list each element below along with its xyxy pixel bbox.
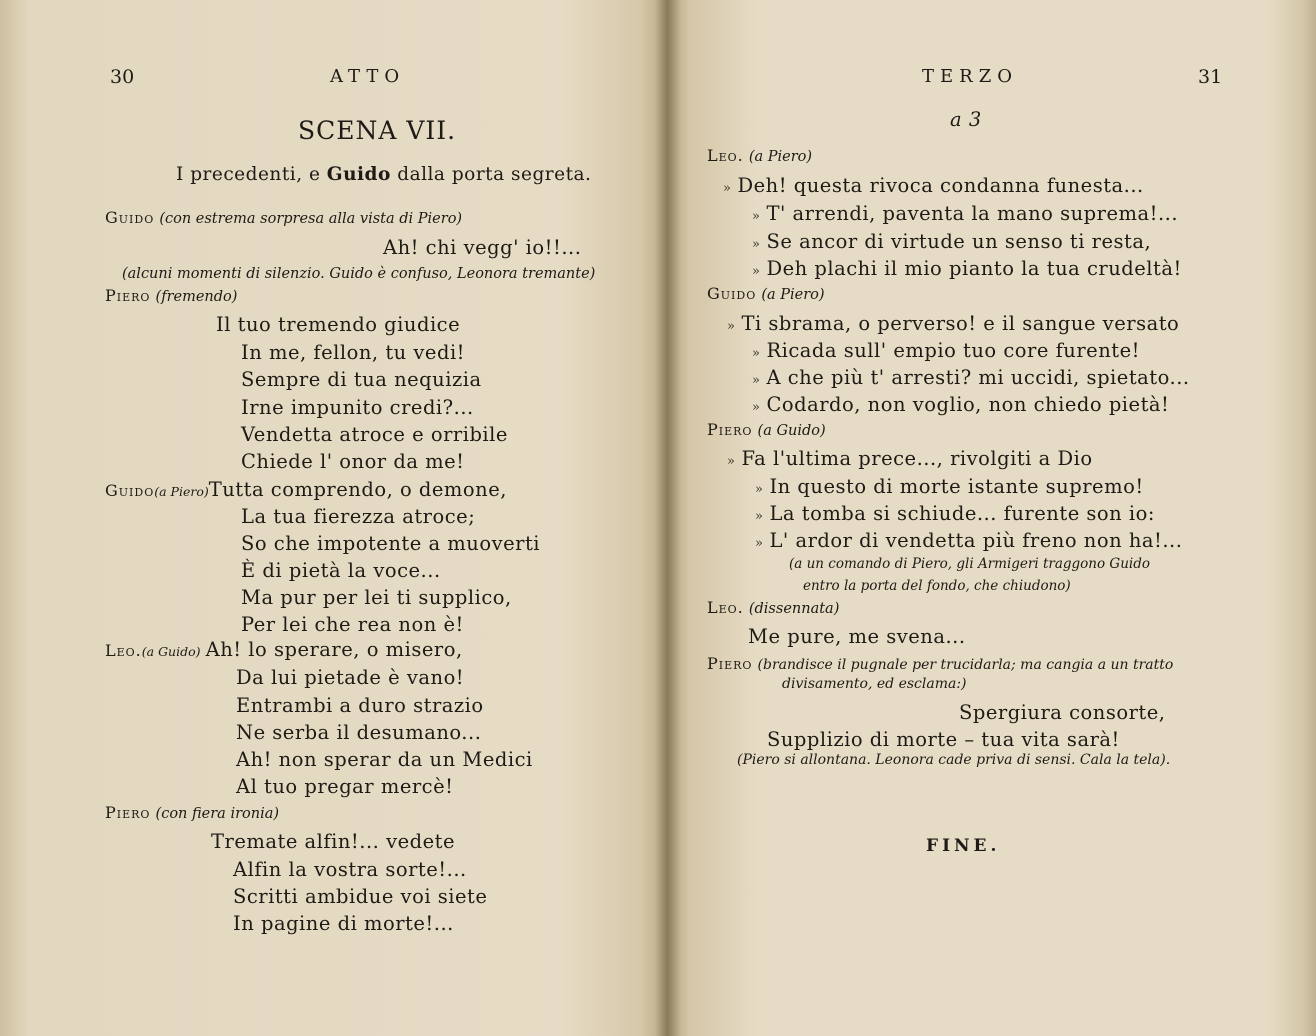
speaker-line [707, 420, 826, 439]
verse-line: Ah! lo sperare, o misero, [205, 638, 463, 661]
verse-line: In pagine di morte!... [233, 912, 454, 935]
stage-direction: entro la porta del fondo, che chiudono) [803, 578, 1071, 594]
stage-direction: (a Piero) [154, 484, 209, 499]
verse-line: » Deh! questa rivoca condanna funesta... [723, 174, 1144, 197]
page-number: 31 [1198, 66, 1223, 88]
verse-line: Tutta comprendo, o demone, [208, 478, 507, 501]
verse-line: La tua fierezza atroce; [241, 505, 476, 528]
verse-line: » Ricada sull' empio tuo core furente! [752, 339, 1140, 362]
scene-intro: I precedenti, e Guido dalla porta segreta. [176, 164, 592, 185]
verse-line: Chiede l' onor da me! [241, 450, 465, 473]
verse-line: Me pure, me svena... [748, 625, 966, 648]
ensemble-marker: a 3 [950, 108, 982, 131]
verse-line: » T' arrendi, paventa la mano suprema!... [752, 202, 1179, 225]
speaker-name: Leo. [707, 598, 744, 617]
verse-line: » Codardo, non voglio, non chiedo pietà! [752, 393, 1170, 416]
verse-line: Al tuo pregar mercè! [236, 775, 454, 798]
running-head: ATTO [330, 66, 406, 87]
right-page [667, 0, 1316, 1036]
verse-line: » A che più t' arresti? mi uccidi, spietato... [752, 366, 1190, 389]
speaker-name: Leo. [707, 146, 744, 165]
verse-line: Spergiura consorte, [959, 701, 1166, 724]
verse-line: Tremate alfin!... vedete [211, 830, 456, 853]
stage-direction: (con fiera ironia) [155, 806, 280, 822]
stage-direction: (Piero si allontana. Leonora cade priva di sensi. Cala la tela). [737, 752, 1171, 768]
verse-line: Alfin la vostra sorte!... [233, 858, 467, 881]
verse-line: Entrambi a duro strazio [236, 694, 484, 717]
book-gutter [655, 0, 681, 1036]
verse-line: Ah! chi vegg' io!!... [383, 236, 582, 259]
verse-line: Ma pur per lei ti supplico, [241, 586, 512, 609]
verse-line: È di pietà la voce... [241, 559, 441, 582]
verse-line: So che impotente a muoverti [241, 532, 541, 555]
verse-line: » Deh plachi il mio pianto la tua crudeltà! [752, 257, 1182, 280]
stage-direction: (a un comando di Piero, gli Armigeri traggono Guido [789, 556, 1150, 572]
verse-line: Il tuo tremendo giudice [216, 313, 461, 336]
speaker-line [105, 208, 462, 227]
verse-line: » La tomba si schiude... furente son io: [755, 502, 1155, 525]
verse-line: Sempre di tua nequizia [241, 368, 482, 391]
verse-line: » Fa l'ultima prece..., rivolgiti a Dio [727, 447, 1093, 470]
intro-name: Guido [326, 164, 391, 185]
verse-line: Ah! non sperar da un Medici [236, 748, 533, 771]
stage-direction: (a Guido) [141, 644, 201, 659]
speaker-line [105, 638, 463, 661]
stage-direction: (a Guido) [757, 423, 826, 439]
stage-direction: (dissennata) [748, 601, 840, 617]
stage-direction: (alcuni momenti di silenzio. Guido è confuso, Leonora tremante) [122, 266, 596, 282]
end-mark: FINE. [926, 836, 1001, 856]
speaker-name: Piero [105, 286, 151, 305]
verse-line: Irne impunito credi?... [241, 396, 474, 419]
speaker-line [707, 598, 839, 617]
speaker-line [105, 478, 507, 501]
verse-line: Supplizio di morte – tua vita sarà! [767, 728, 1120, 751]
verse-line: » Se ancor di virtude un senso ti resta, [752, 230, 1152, 253]
stage-direction: (a Piero) [761, 287, 825, 303]
stage-direction: divisamento, ed esclama:) [782, 676, 967, 692]
speaker-name: Piero [707, 420, 753, 439]
speaker-line [707, 146, 812, 165]
verse-line: In me, fellon, tu vedi! [241, 341, 466, 364]
scene-title: SCENA VII. [298, 116, 457, 145]
stage-direction: (con estrema sorpresa alla vista di Piero) [159, 211, 463, 227]
speaker-line [105, 286, 237, 305]
verse-line: Da lui pietade è vano! [236, 666, 465, 689]
verse-line: Per lei che rea non è! [241, 613, 464, 636]
stage-direction: (fremendo) [155, 289, 238, 305]
speaker-name: Guido [707, 284, 757, 303]
running-head: TERZO [922, 66, 1018, 87]
speaker-name: Guido [105, 481, 155, 500]
speaker-name: Leo. [105, 641, 142, 660]
stage-direction: (a Piero) [748, 149, 813, 165]
verse-line: » L' ardor di vendetta più freno non ha!... [755, 529, 1183, 552]
speaker-line [707, 284, 825, 303]
stage-direction: (brandisce il pugnale per trucidarla; ma cangia a un tratto [757, 657, 1174, 673]
verse-line: Scritti ambidue voi siete [233, 885, 488, 908]
speaker-name: Guido [105, 208, 155, 227]
verse-line: » In questo di morte istante supremo! [755, 475, 1144, 498]
speaker-name: Piero [105, 803, 151, 822]
speaker-line [105, 803, 279, 822]
verse-line: Ne serba il desumano... [236, 721, 482, 744]
page-number: 30 [110, 66, 135, 88]
speaker-name: Piero [707, 654, 753, 673]
verse-line: Vendetta atroce e orribile [241, 423, 508, 446]
verse-line: » Ti sbrama, o perverso! e il sangue versato [727, 312, 1180, 335]
speaker-line [707, 654, 1173, 673]
